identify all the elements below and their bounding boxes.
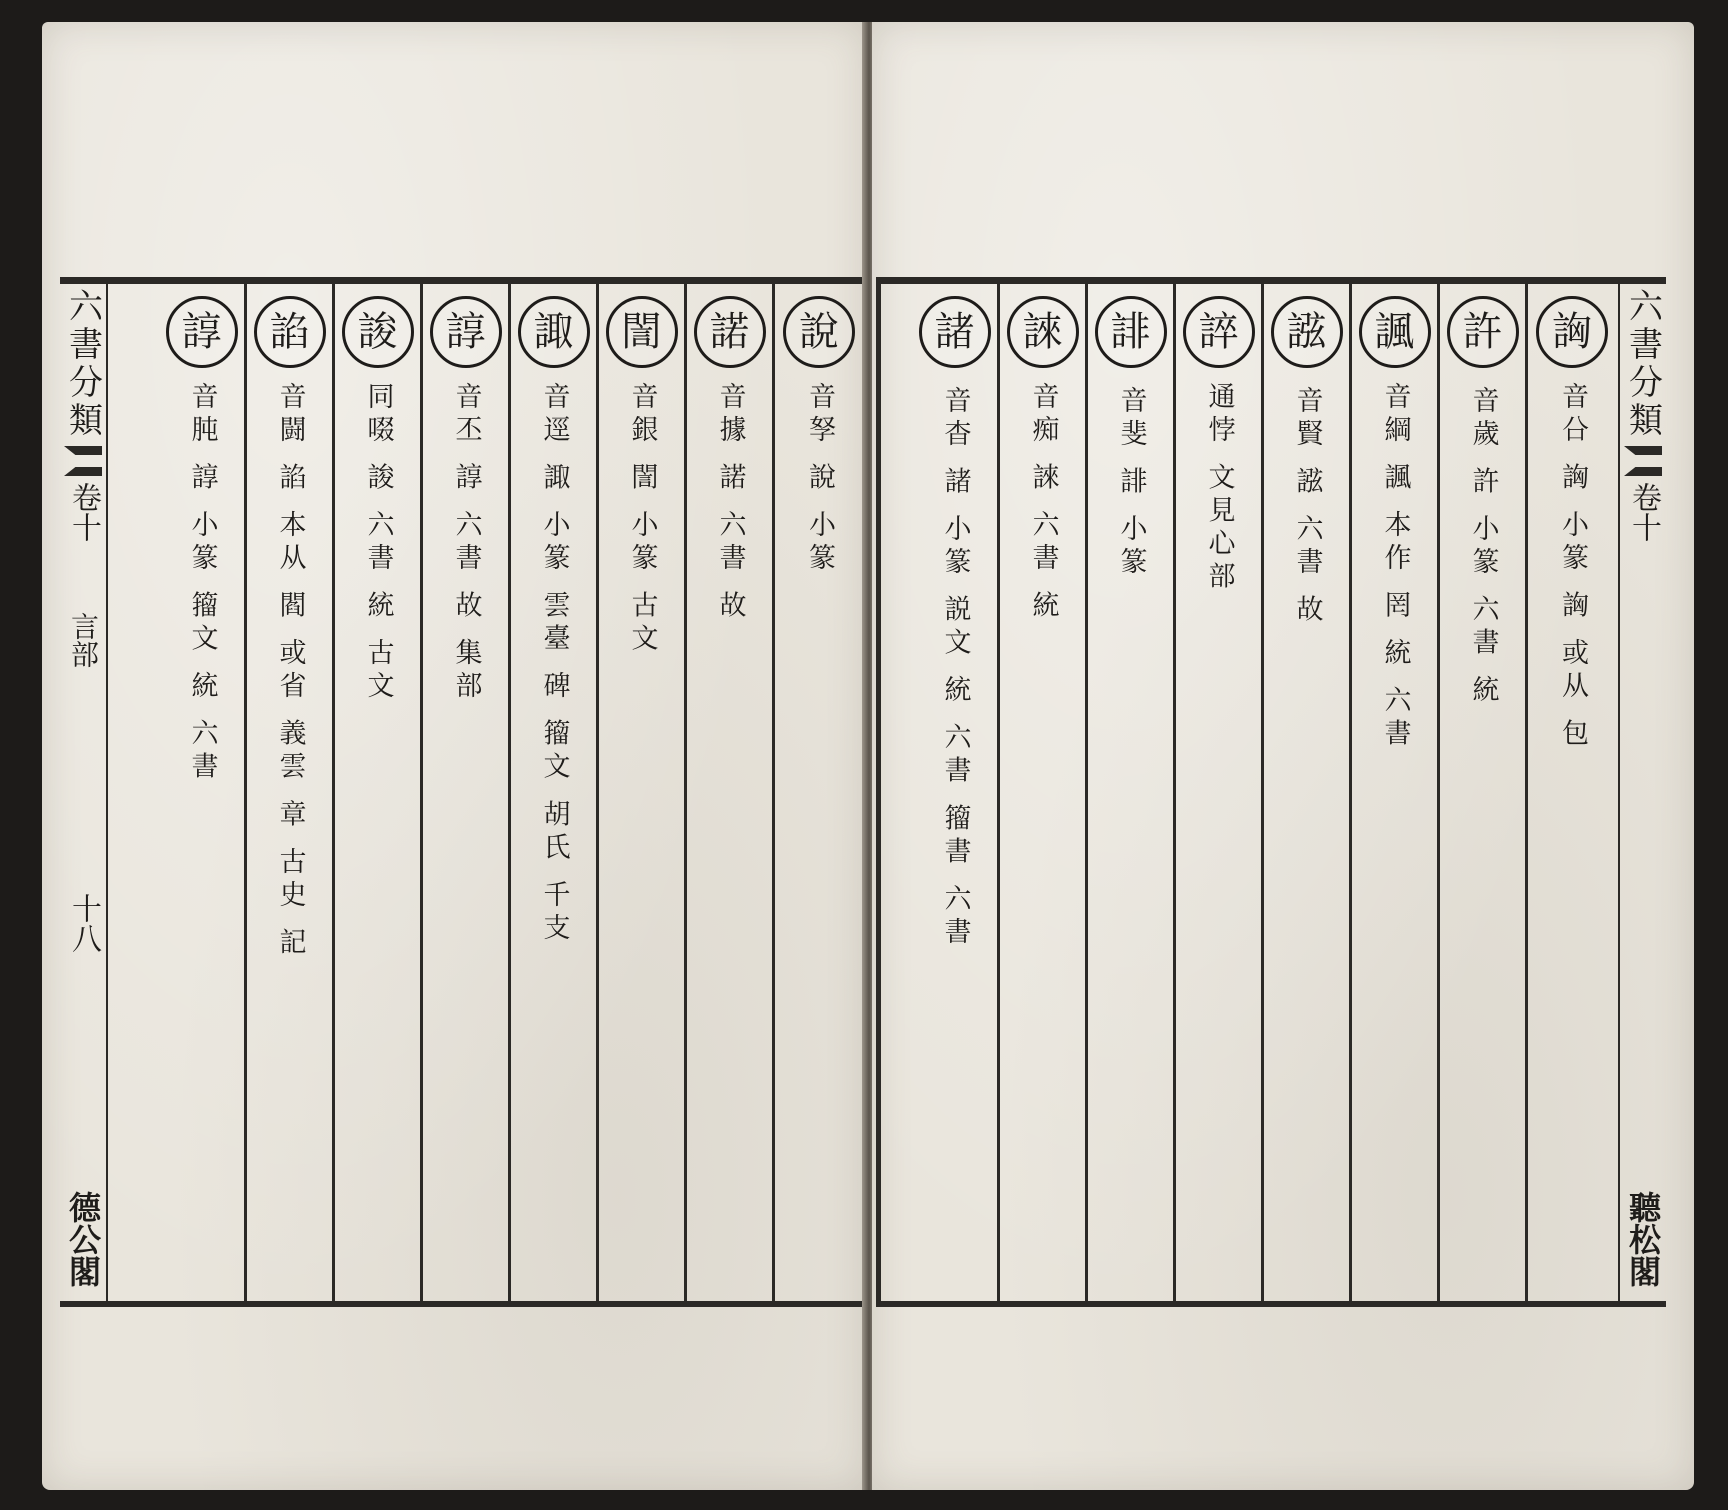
entry-text: 音綱 諷 本作 罔 統 六書	[1379, 382, 1411, 752]
dictionary-entry	[1176, 284, 1264, 1301]
folio-number: 十八	[66, 892, 101, 953]
volume-label: 卷十	[66, 482, 101, 542]
head-character: 誶	[1183, 296, 1255, 368]
entry-text: 音據 諾 六書 故	[714, 382, 746, 624]
entry-text: 音斐 誹 小篆	[1115, 386, 1147, 581]
dictionary-entry	[511, 284, 599, 1301]
head-character: 誸	[1271, 296, 1343, 368]
dictionary-entry	[1352, 284, 1440, 1301]
head-character: 誺	[1007, 296, 1079, 368]
head-character: 諄	[166, 296, 238, 368]
dictionary-entry	[1528, 284, 1616, 1301]
entry-text: 音孥 說 小篆	[804, 382, 835, 577]
entry-text: 音肫 諄 小篆 籀文 統 六書	[186, 382, 218, 785]
dictionary-entry	[599, 284, 687, 1301]
entry-text: 音賢 誸 六書 故	[1291, 386, 1323, 628]
entry-text: 音歲 許 小篆 六書 統	[1467, 386, 1499, 709]
head-character: 詾	[1536, 296, 1608, 368]
dictionary-entry	[159, 284, 247, 1301]
book-title: 六書分類	[1622, 288, 1663, 440]
publisher-mark: 聽松閣	[1624, 1191, 1662, 1287]
left-margin-strip	[60, 284, 108, 1301]
entry-text: 音㕣 詾 小篆 詾 或从 包	[1557, 382, 1588, 752]
head-character: 諾	[694, 296, 766, 368]
entry-text: 音闘 諂 本从 閻 或省 義雲 章 古史 記	[274, 382, 306, 961]
book-title: 六書分類	[62, 288, 103, 440]
entry-text: 音丕 諄 六書 故 集部	[450, 382, 482, 705]
fish-tail-ornament	[64, 446, 102, 476]
head-character: 誹	[1095, 296, 1167, 368]
right-page	[872, 22, 1694, 1490]
left-page-frame	[60, 277, 866, 1307]
dictionary-entry	[912, 284, 1000, 1301]
head-character: 諸	[919, 296, 991, 368]
right-margin-strip	[1618, 284, 1666, 1301]
entry-text: 音杳 諸 小篆 説文 統 六書 籀書 六書	[939, 386, 971, 951]
head-character: 誜	[342, 296, 414, 368]
left-page	[42, 22, 866, 1490]
entry-text: 同啜 誜 六書 統 古文	[362, 382, 394, 705]
head-character: 諏	[518, 296, 590, 368]
dictionary-entry	[687, 284, 775, 1301]
dictionary-entry	[1264, 284, 1352, 1301]
head-character: 諄	[430, 296, 502, 368]
dictionary-entry	[1000, 284, 1088, 1301]
dictionary-entry	[1088, 284, 1176, 1301]
publisher-mark: 德公閣	[64, 1191, 102, 1287]
right-columns	[881, 284, 1616, 1301]
section-label: 言部	[67, 612, 100, 668]
left-columns	[110, 284, 863, 1301]
dictionary-entry	[247, 284, 335, 1301]
head-character: 許	[1447, 296, 1519, 368]
dictionary-entry	[775, 284, 863, 1301]
right-page-frame	[876, 277, 1666, 1307]
entry-text: 音逕 諏 小篆 雲臺 碑 籀文 胡氏 千支	[538, 382, 570, 947]
entry-text: 音痴 誺 六書 統	[1027, 382, 1059, 624]
dictionary-entry	[335, 284, 423, 1301]
dictionary-entry	[423, 284, 511, 1301]
volume-label: 卷十	[1626, 482, 1661, 542]
dictionary-entry	[1440, 284, 1528, 1301]
fish-tail-ornament	[1624, 446, 1662, 476]
head-character: 諂	[254, 296, 326, 368]
head-character: 諷	[1359, 296, 1431, 368]
entry-text: 通悖 文見心部	[1203, 382, 1235, 595]
entry-text: 音銀 誾 小篆 古文	[626, 382, 658, 657]
head-character: 誾	[606, 296, 678, 368]
head-character: 說	[783, 296, 855, 368]
